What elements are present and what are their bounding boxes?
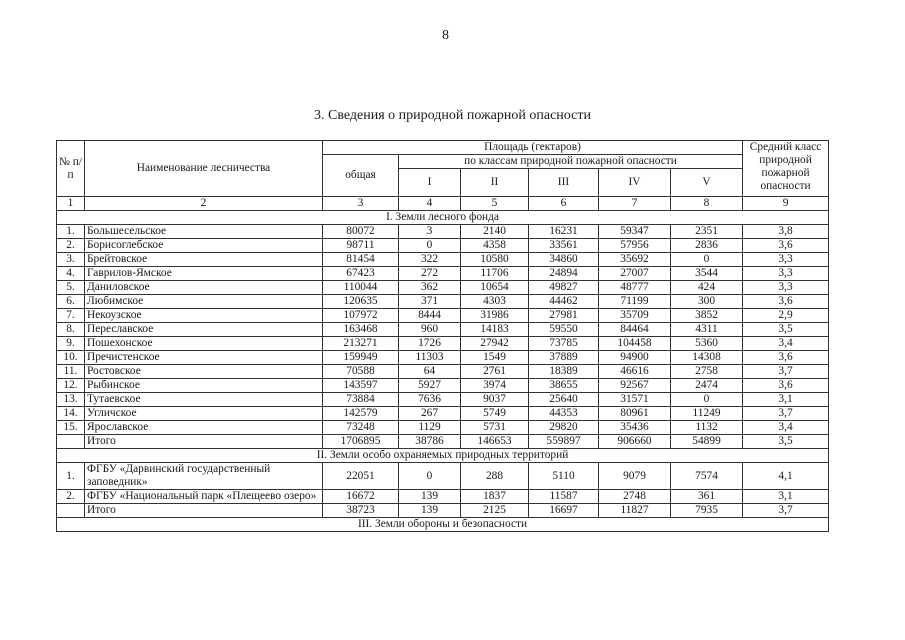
cell-c2: 288 bbox=[461, 463, 529, 490]
cell-total: 120635 bbox=[323, 295, 399, 309]
table-row bbox=[57, 337, 829, 351]
cell-c3: 37889 bbox=[529, 351, 599, 365]
cell-c4: 104458 bbox=[599, 337, 671, 351]
header-class-4: IV bbox=[599, 169, 671, 197]
cell-total: 73248 bbox=[323, 421, 399, 435]
cell-avg: 3,4 bbox=[743, 337, 829, 351]
cell-total: 110044 bbox=[323, 281, 399, 295]
cell-c3: 559897 bbox=[529, 435, 599, 449]
row-number: 11. bbox=[57, 365, 85, 379]
row-number: 2. bbox=[57, 490, 85, 504]
cell-c3: 24894 bbox=[529, 267, 599, 281]
table-row bbox=[57, 295, 829, 309]
row-number: 3. bbox=[57, 253, 85, 267]
cell-c5: 54899 bbox=[671, 435, 743, 449]
cell-c2: 4358 bbox=[461, 239, 529, 253]
table-row bbox=[57, 365, 829, 379]
fire-danger-table bbox=[56, 140, 829, 532]
cell-c3: 11587 bbox=[529, 490, 599, 504]
row-number: 14. bbox=[57, 407, 85, 421]
cell-c5: 2836 bbox=[671, 239, 743, 253]
cell-c2: 2125 bbox=[461, 504, 529, 518]
cell-c1: 5927 bbox=[399, 379, 461, 393]
cell-c1: 3 bbox=[399, 225, 461, 239]
cell-c2: 1549 bbox=[461, 351, 529, 365]
cell-total: 143597 bbox=[323, 379, 399, 393]
cell-total: 107972 bbox=[323, 309, 399, 323]
forestry-name: ФГБУ «Национальный парк «Плещеево озеро» bbox=[85, 490, 323, 504]
cell-c5: 3544 bbox=[671, 267, 743, 281]
cell-c5: 2474 bbox=[671, 379, 743, 393]
cell-c1: 64 bbox=[399, 365, 461, 379]
row-number bbox=[57, 504, 85, 518]
forestry-name: Некоузское bbox=[85, 309, 323, 323]
table-row bbox=[57, 463, 829, 490]
cell-c4: 35709 bbox=[599, 309, 671, 323]
table-row bbox=[57, 435, 829, 449]
cell-total: 81454 bbox=[323, 253, 399, 267]
cell-c2: 2761 bbox=[461, 365, 529, 379]
row-number: 1. bbox=[57, 225, 85, 239]
cell-c5: 424 bbox=[671, 281, 743, 295]
forestry-name: Брейтовское bbox=[85, 253, 323, 267]
cell-total: 38723 bbox=[323, 504, 399, 518]
section-header-row bbox=[57, 211, 829, 225]
forestry-name: Любимское bbox=[85, 295, 323, 309]
header-class-2: II bbox=[461, 169, 529, 197]
cell-c1: 272 bbox=[399, 267, 461, 281]
table-row bbox=[57, 407, 829, 421]
cell-c2: 27942 bbox=[461, 337, 529, 351]
forestry-name: Борисоглебское bbox=[85, 239, 323, 253]
cell-c5: 14308 bbox=[671, 351, 743, 365]
cell-c3: 73785 bbox=[529, 337, 599, 351]
cell-avg: 3,6 bbox=[743, 239, 829, 253]
cell-c5: 2758 bbox=[671, 365, 743, 379]
row-number: 5. bbox=[57, 281, 85, 295]
table-row bbox=[57, 421, 829, 435]
cell-c1: 960 bbox=[399, 323, 461, 337]
row-number: 13. bbox=[57, 393, 85, 407]
cell-c2: 10580 bbox=[461, 253, 529, 267]
section-header-row bbox=[57, 449, 829, 463]
cell-avg: 3,3 bbox=[743, 281, 829, 295]
cell-c5: 1132 bbox=[671, 421, 743, 435]
cell-total: 213271 bbox=[323, 337, 399, 351]
cell-avg: 2,9 bbox=[743, 309, 829, 323]
cell-c4: 59347 bbox=[599, 225, 671, 239]
cell-c1: 1726 bbox=[399, 337, 461, 351]
cell-c1: 38786 bbox=[399, 435, 461, 449]
cell-c2: 5749 bbox=[461, 407, 529, 421]
section-header-row bbox=[57, 518, 829, 532]
row-number: 1. bbox=[57, 463, 85, 490]
cell-c5: 7935 bbox=[671, 504, 743, 518]
forestry-name: Большесельское bbox=[85, 225, 323, 239]
cell-c2: 10654 bbox=[461, 281, 529, 295]
cell-c4: 57956 bbox=[599, 239, 671, 253]
cell-total: 70588 bbox=[323, 365, 399, 379]
table-row bbox=[57, 490, 829, 504]
cell-avg: 3,6 bbox=[743, 295, 829, 309]
cell-c1: 0 bbox=[399, 239, 461, 253]
cell-c4: 27007 bbox=[599, 267, 671, 281]
header-class-5: V bbox=[671, 169, 743, 197]
header-name: Наименование лесничества bbox=[85, 141, 323, 197]
section-header: III. Земли обороны и безопасности bbox=[57, 518, 829, 532]
row-number: 10. bbox=[57, 351, 85, 365]
cell-c2: 4303 bbox=[461, 295, 529, 309]
cell-c4: 2748 bbox=[599, 490, 671, 504]
cell-c1: 322 bbox=[399, 253, 461, 267]
forestry-name: Переславское bbox=[85, 323, 323, 337]
cell-c4: 71199 bbox=[599, 295, 671, 309]
cell-c1: 11303 bbox=[399, 351, 461, 365]
row-number: 12. bbox=[57, 379, 85, 393]
cell-c3: 44462 bbox=[529, 295, 599, 309]
cell-c5: 0 bbox=[671, 393, 743, 407]
cell-avg: 3,8 bbox=[743, 225, 829, 239]
row-number: 4. bbox=[57, 267, 85, 281]
cell-c5: 11249 bbox=[671, 407, 743, 421]
cell-total: 98711 bbox=[323, 239, 399, 253]
cell-avg: 3,5 bbox=[743, 323, 829, 337]
cell-c2: 14183 bbox=[461, 323, 529, 337]
row-number: 6. bbox=[57, 295, 85, 309]
col-number: 8 bbox=[671, 197, 743, 211]
cell-avg: 3,3 bbox=[743, 267, 829, 281]
forestry-name: Гаврилов-Ямское bbox=[85, 267, 323, 281]
cell-total: 1706895 bbox=[323, 435, 399, 449]
cell-avg: 3,1 bbox=[743, 490, 829, 504]
table-row bbox=[57, 323, 829, 337]
cell-c1: 1129 bbox=[399, 421, 461, 435]
cell-avg: 4,1 bbox=[743, 463, 829, 490]
header-class-1: I bbox=[399, 169, 461, 197]
cell-total: 73884 bbox=[323, 393, 399, 407]
cell-c5: 2351 bbox=[671, 225, 743, 239]
cell-c5: 361 bbox=[671, 490, 743, 504]
table-row bbox=[57, 309, 829, 323]
forestry-name: Тутаевское bbox=[85, 393, 323, 407]
col-number: 5 bbox=[461, 197, 529, 211]
col-number: 6 bbox=[529, 197, 599, 211]
row-number: 2. bbox=[57, 239, 85, 253]
cell-c4: 92567 bbox=[599, 379, 671, 393]
cell-c3: 44353 bbox=[529, 407, 599, 421]
cell-c4: 84464 bbox=[599, 323, 671, 337]
row-number: 8. bbox=[57, 323, 85, 337]
row-number: 15. bbox=[57, 421, 85, 435]
row-number bbox=[57, 435, 85, 449]
cell-c1: 267 bbox=[399, 407, 461, 421]
cell-c1: 139 bbox=[399, 490, 461, 504]
header-avg: Средний класс природной пожарной опасности bbox=[743, 141, 829, 197]
cell-c1: 7636 bbox=[399, 393, 461, 407]
cell-c3: 29820 bbox=[529, 421, 599, 435]
forestry-name: Ростовское bbox=[85, 365, 323, 379]
cell-c4: 31571 bbox=[599, 393, 671, 407]
forestry-name: Итого bbox=[85, 504, 323, 518]
cell-c5: 7574 bbox=[671, 463, 743, 490]
cell-c5: 0 bbox=[671, 253, 743, 267]
forestry-name: Пречистенское bbox=[85, 351, 323, 365]
cell-c5: 300 bbox=[671, 295, 743, 309]
cell-total: 159949 bbox=[323, 351, 399, 365]
cell-avg: 3,7 bbox=[743, 365, 829, 379]
cell-c4: 35436 bbox=[599, 421, 671, 435]
cell-total: 163468 bbox=[323, 323, 399, 337]
section-title: 3. Сведения о природной пожарной опасности bbox=[314, 108, 591, 123]
cell-c3: 16697 bbox=[529, 504, 599, 518]
cell-c4: 11827 bbox=[599, 504, 671, 518]
cell-c1: 362 bbox=[399, 281, 461, 295]
cell-c2: 2140 bbox=[461, 225, 529, 239]
forestry-name: ФГБУ «Дарвинский государственный заповедник» bbox=[85, 463, 323, 490]
cell-c1: 8444 bbox=[399, 309, 461, 323]
cell-total: 80072 bbox=[323, 225, 399, 239]
forestry-name: Итого bbox=[85, 435, 323, 449]
cell-total: 16672 bbox=[323, 490, 399, 504]
cell-c3: 49827 bbox=[529, 281, 599, 295]
cell-avg: 3,3 bbox=[743, 253, 829, 267]
cell-c3: 27981 bbox=[529, 309, 599, 323]
cell-c5: 4311 bbox=[671, 323, 743, 337]
col-number: 9 bbox=[743, 197, 829, 211]
forestry-name: Рыбинское bbox=[85, 379, 323, 393]
cell-c5: 5360 bbox=[671, 337, 743, 351]
col-number: 4 bbox=[399, 197, 461, 211]
cell-c4: 80961 bbox=[599, 407, 671, 421]
cell-c4: 46616 bbox=[599, 365, 671, 379]
table-row bbox=[57, 504, 829, 518]
header-by-class: по классам природной пожарной опасности bbox=[399, 155, 743, 169]
cell-c4: 94900 bbox=[599, 351, 671, 365]
cell-c3: 59550 bbox=[529, 323, 599, 337]
cell-c2: 1837 bbox=[461, 490, 529, 504]
table-row bbox=[57, 239, 829, 253]
cell-c2: 146653 bbox=[461, 435, 529, 449]
cell-c1: 0 bbox=[399, 463, 461, 490]
cell-c3: 33561 bbox=[529, 239, 599, 253]
col-number: 7 bbox=[599, 197, 671, 211]
cell-c4: 35692 bbox=[599, 253, 671, 267]
cell-avg: 3,6 bbox=[743, 351, 829, 365]
forestry-name: Даниловское bbox=[85, 281, 323, 295]
table-row bbox=[57, 253, 829, 267]
table-row bbox=[57, 379, 829, 393]
cell-c3: 34860 bbox=[529, 253, 599, 267]
cell-c1: 139 bbox=[399, 504, 461, 518]
cell-c1: 371 bbox=[399, 295, 461, 309]
header-class-3: III bbox=[529, 169, 599, 197]
table-row bbox=[57, 393, 829, 407]
table-row bbox=[57, 281, 829, 295]
cell-c2: 9037 bbox=[461, 393, 529, 407]
forestry-name: Пошехонское bbox=[85, 337, 323, 351]
table-row bbox=[57, 267, 829, 281]
forestry-name: Ярославское bbox=[85, 421, 323, 435]
row-number: 7. bbox=[57, 309, 85, 323]
row-number: 9. bbox=[57, 337, 85, 351]
cell-c5: 3852 bbox=[671, 309, 743, 323]
cell-total: 22051 bbox=[323, 463, 399, 490]
page-number: 8 bbox=[442, 28, 449, 43]
cell-total: 142579 bbox=[323, 407, 399, 421]
cell-c3: 5110 bbox=[529, 463, 599, 490]
forestry-name: Угличское bbox=[85, 407, 323, 421]
cell-c4: 906660 bbox=[599, 435, 671, 449]
cell-avg: 3,7 bbox=[743, 407, 829, 421]
col-number: 3 bbox=[323, 197, 399, 211]
cell-total: 67423 bbox=[323, 267, 399, 281]
cell-c2: 11706 bbox=[461, 267, 529, 281]
header-num: № п/п bbox=[57, 141, 85, 197]
cell-c2: 5731 bbox=[461, 421, 529, 435]
header-total: общая bbox=[323, 155, 399, 197]
cell-c3: 18389 bbox=[529, 365, 599, 379]
cell-c3: 25640 bbox=[529, 393, 599, 407]
section-header: II. Земли особо охраняемых природных территорий bbox=[57, 449, 829, 463]
cell-c2: 3974 bbox=[461, 379, 529, 393]
cell-c3: 38655 bbox=[529, 379, 599, 393]
cell-avg: 3,7 bbox=[743, 504, 829, 518]
cell-c2: 31986 bbox=[461, 309, 529, 323]
col-number: 2 bbox=[85, 197, 323, 211]
cell-avg: 3,5 bbox=[743, 435, 829, 449]
cell-avg: 3,1 bbox=[743, 393, 829, 407]
cell-c4: 9079 bbox=[599, 463, 671, 490]
cell-c3: 16231 bbox=[529, 225, 599, 239]
table-row bbox=[57, 225, 829, 239]
table-row bbox=[57, 351, 829, 365]
section-header: I. Земли лесного фонда bbox=[57, 211, 829, 225]
header-area: Площадь (гектаров) bbox=[323, 141, 743, 155]
col-number: 1 bbox=[57, 197, 85, 211]
cell-avg: 3,6 bbox=[743, 379, 829, 393]
cell-c4: 48777 bbox=[599, 281, 671, 295]
cell-avg: 3,4 bbox=[743, 421, 829, 435]
